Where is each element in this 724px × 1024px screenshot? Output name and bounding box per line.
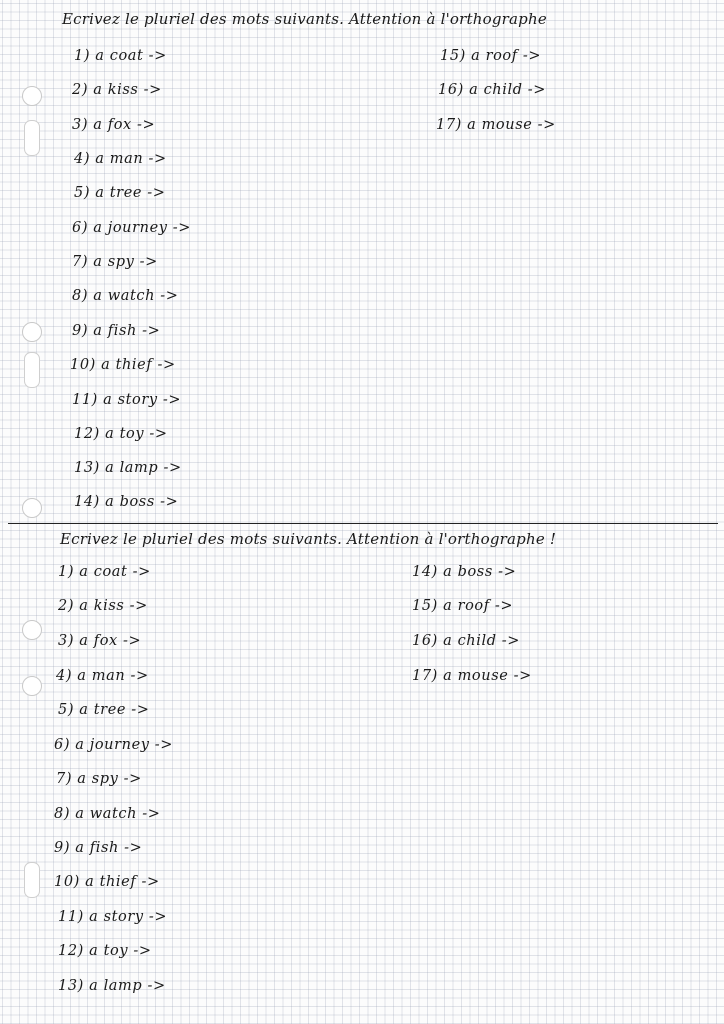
section-1-instruction: Ecrivez le pluriel des mots suivants. Attention à l'orthographe	[62, 10, 547, 28]
section-2-item-15: 15) a roof ->	[412, 598, 514, 614]
section-1-item-3: 3) a fox ->	[72, 117, 156, 133]
section-1-item-1: 1) a coat ->	[74, 48, 167, 64]
binder-hole	[22, 322, 42, 342]
section-2-item-3: 3) a fox ->	[58, 633, 142, 649]
section-2-item-9: 9) a fish ->	[54, 840, 143, 856]
section-1-item-2: 2) a kiss ->	[72, 82, 162, 98]
section-2-item-14: 14) a boss ->	[412, 564, 517, 580]
section-2-item-11: 11) a story ->	[58, 909, 168, 925]
section-1-item-13: 13) a lamp ->	[74, 460, 182, 476]
section-1-item-17: 17) a mouse ->	[436, 117, 556, 133]
section-2-item-4: 4) a man ->	[56, 668, 149, 684]
section-2-item-8: 8) a watch ->	[54, 806, 161, 822]
binder-hole	[22, 676, 42, 696]
section-1-item-12: 12) a toy ->	[74, 426, 168, 442]
binder-slot	[24, 120, 40, 156]
binder-hole	[22, 620, 42, 640]
binder-hole	[22, 86, 42, 106]
section-1-item-4: 4) a man ->	[74, 151, 167, 167]
section-1-item-9: 9) a fish ->	[72, 323, 161, 339]
section-2-item-2: 2) a kiss ->	[58, 598, 148, 614]
section-2-item-16: 16) a child ->	[412, 633, 521, 649]
section-1-item-14: 14) a boss ->	[74, 494, 179, 510]
section-2-item-13: 13) a lamp ->	[58, 978, 166, 994]
section-2-item-1: 1) a coat ->	[58, 564, 151, 580]
section-divider	[8, 523, 718, 524]
section-1-item-10: 10) a thief ->	[70, 357, 176, 373]
section-1-item-16: 16) a child ->	[438, 82, 547, 98]
binder-slot	[24, 862, 40, 898]
section-1-item-5: 5) a tree ->	[74, 185, 166, 201]
section-1-item-15: 15) a roof ->	[440, 48, 542, 64]
binder-hole	[22, 498, 42, 518]
section-2-item-6: 6) a journey ->	[54, 737, 174, 753]
section-1-item-7: 7) a spy ->	[72, 254, 158, 270]
section-1-item-11: 11) a story ->	[72, 392, 182, 408]
section-1-item-6: 6) a journey ->	[72, 220, 192, 236]
binder-slot	[24, 352, 40, 388]
section-2-instruction: Ecrivez le pluriel des mots suivants. Attention à l'orthographe !	[60, 530, 557, 548]
section-2-item-12: 12) a toy ->	[58, 943, 152, 959]
section-2-item-5: 5) a tree ->	[58, 702, 150, 718]
section-1-item-8: 8) a watch ->	[72, 288, 179, 304]
section-2-item-10: 10) a thief ->	[54, 874, 160, 890]
section-2-item-17: 17) a mouse ->	[412, 668, 532, 684]
section-2-item-7: 7) a spy ->	[56, 771, 142, 787]
